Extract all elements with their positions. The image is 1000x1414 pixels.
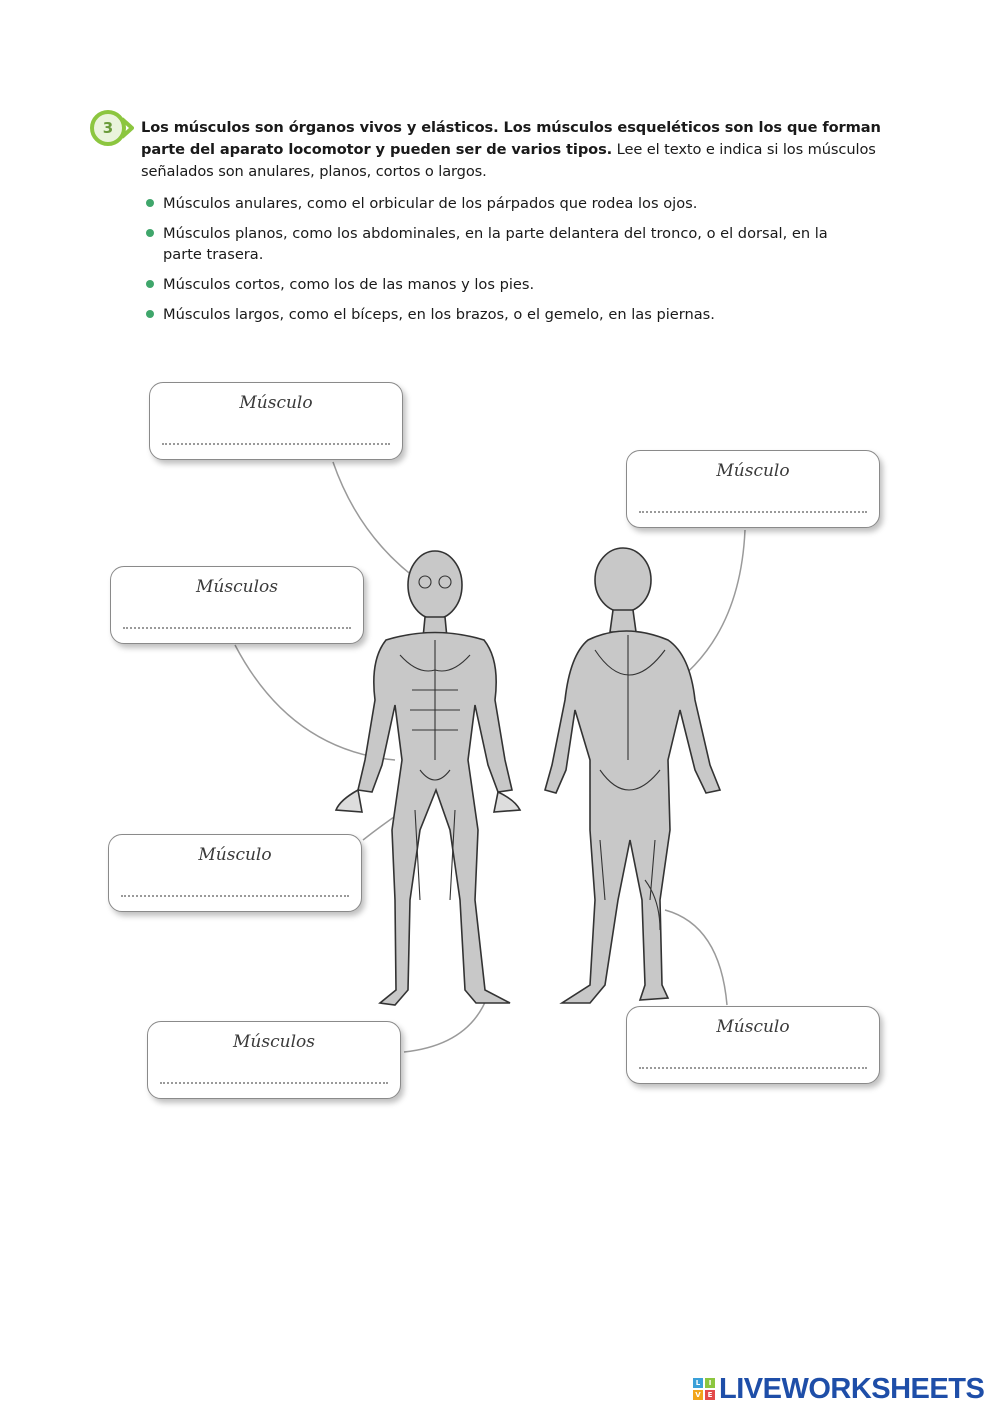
list-item: Músculos planos, como los abdominales, en la parte delantera del tronco, o el dorsal, en la parte trasera. xyxy=(146,223,866,265)
label-box-abdominal-muscles xyxy=(110,566,364,644)
answer-field-thigh[interactable] xyxy=(121,895,349,897)
list-item: Músculos largos, como el bíceps, en los brazos, o el gemelo, en las piernas. xyxy=(146,304,866,325)
exercise-number: 3 xyxy=(102,119,114,137)
label-title: Músculo xyxy=(239,393,313,413)
answer-field-foot[interactable] xyxy=(160,1082,388,1084)
answer-field-calf[interactable] xyxy=(639,1067,867,1069)
label-title: Músculo xyxy=(716,1017,790,1037)
label-title: Músculos xyxy=(233,1032,315,1052)
intro-text: Lee el texto e indica si los músculos señalados son anulares, planos, cortos o largos. xyxy=(141,141,876,180)
liveworksheets-logo[interactable] xyxy=(693,1373,984,1405)
brand-name: LIVEWORKSHEETS xyxy=(719,1372,985,1405)
label-box-foot-muscles xyxy=(147,1021,401,1099)
back-body-figure xyxy=(545,548,720,1003)
brand-mark-icon: L I V E xyxy=(693,1378,715,1400)
label-title: Músculo xyxy=(198,845,272,865)
list-item: Músculos cortos, como los de las manos y los pies. xyxy=(146,274,866,295)
label-box-eye-muscle xyxy=(149,382,403,460)
list-item: Músculos anulares, como el orbicular de los párpados que rodea los ojos. xyxy=(146,193,866,214)
label-title: Músculos xyxy=(196,577,278,597)
intro-bold: Los músculos son órganos vivos y elásticos. Los músculos esqueléticos son los que forman parte del aparato locomotor y pueden ser de varios tipos. xyxy=(141,119,881,158)
label-box-thigh-muscle xyxy=(108,834,362,912)
label-box-back-muscle xyxy=(626,450,880,528)
label-box-calf-muscle xyxy=(626,1006,880,1084)
answer-field-abdomen[interactable] xyxy=(123,627,351,629)
answer-field-eye[interactable] xyxy=(162,443,390,445)
label-title: Músculo xyxy=(716,461,790,481)
answer-field-back[interactable] xyxy=(639,511,867,513)
